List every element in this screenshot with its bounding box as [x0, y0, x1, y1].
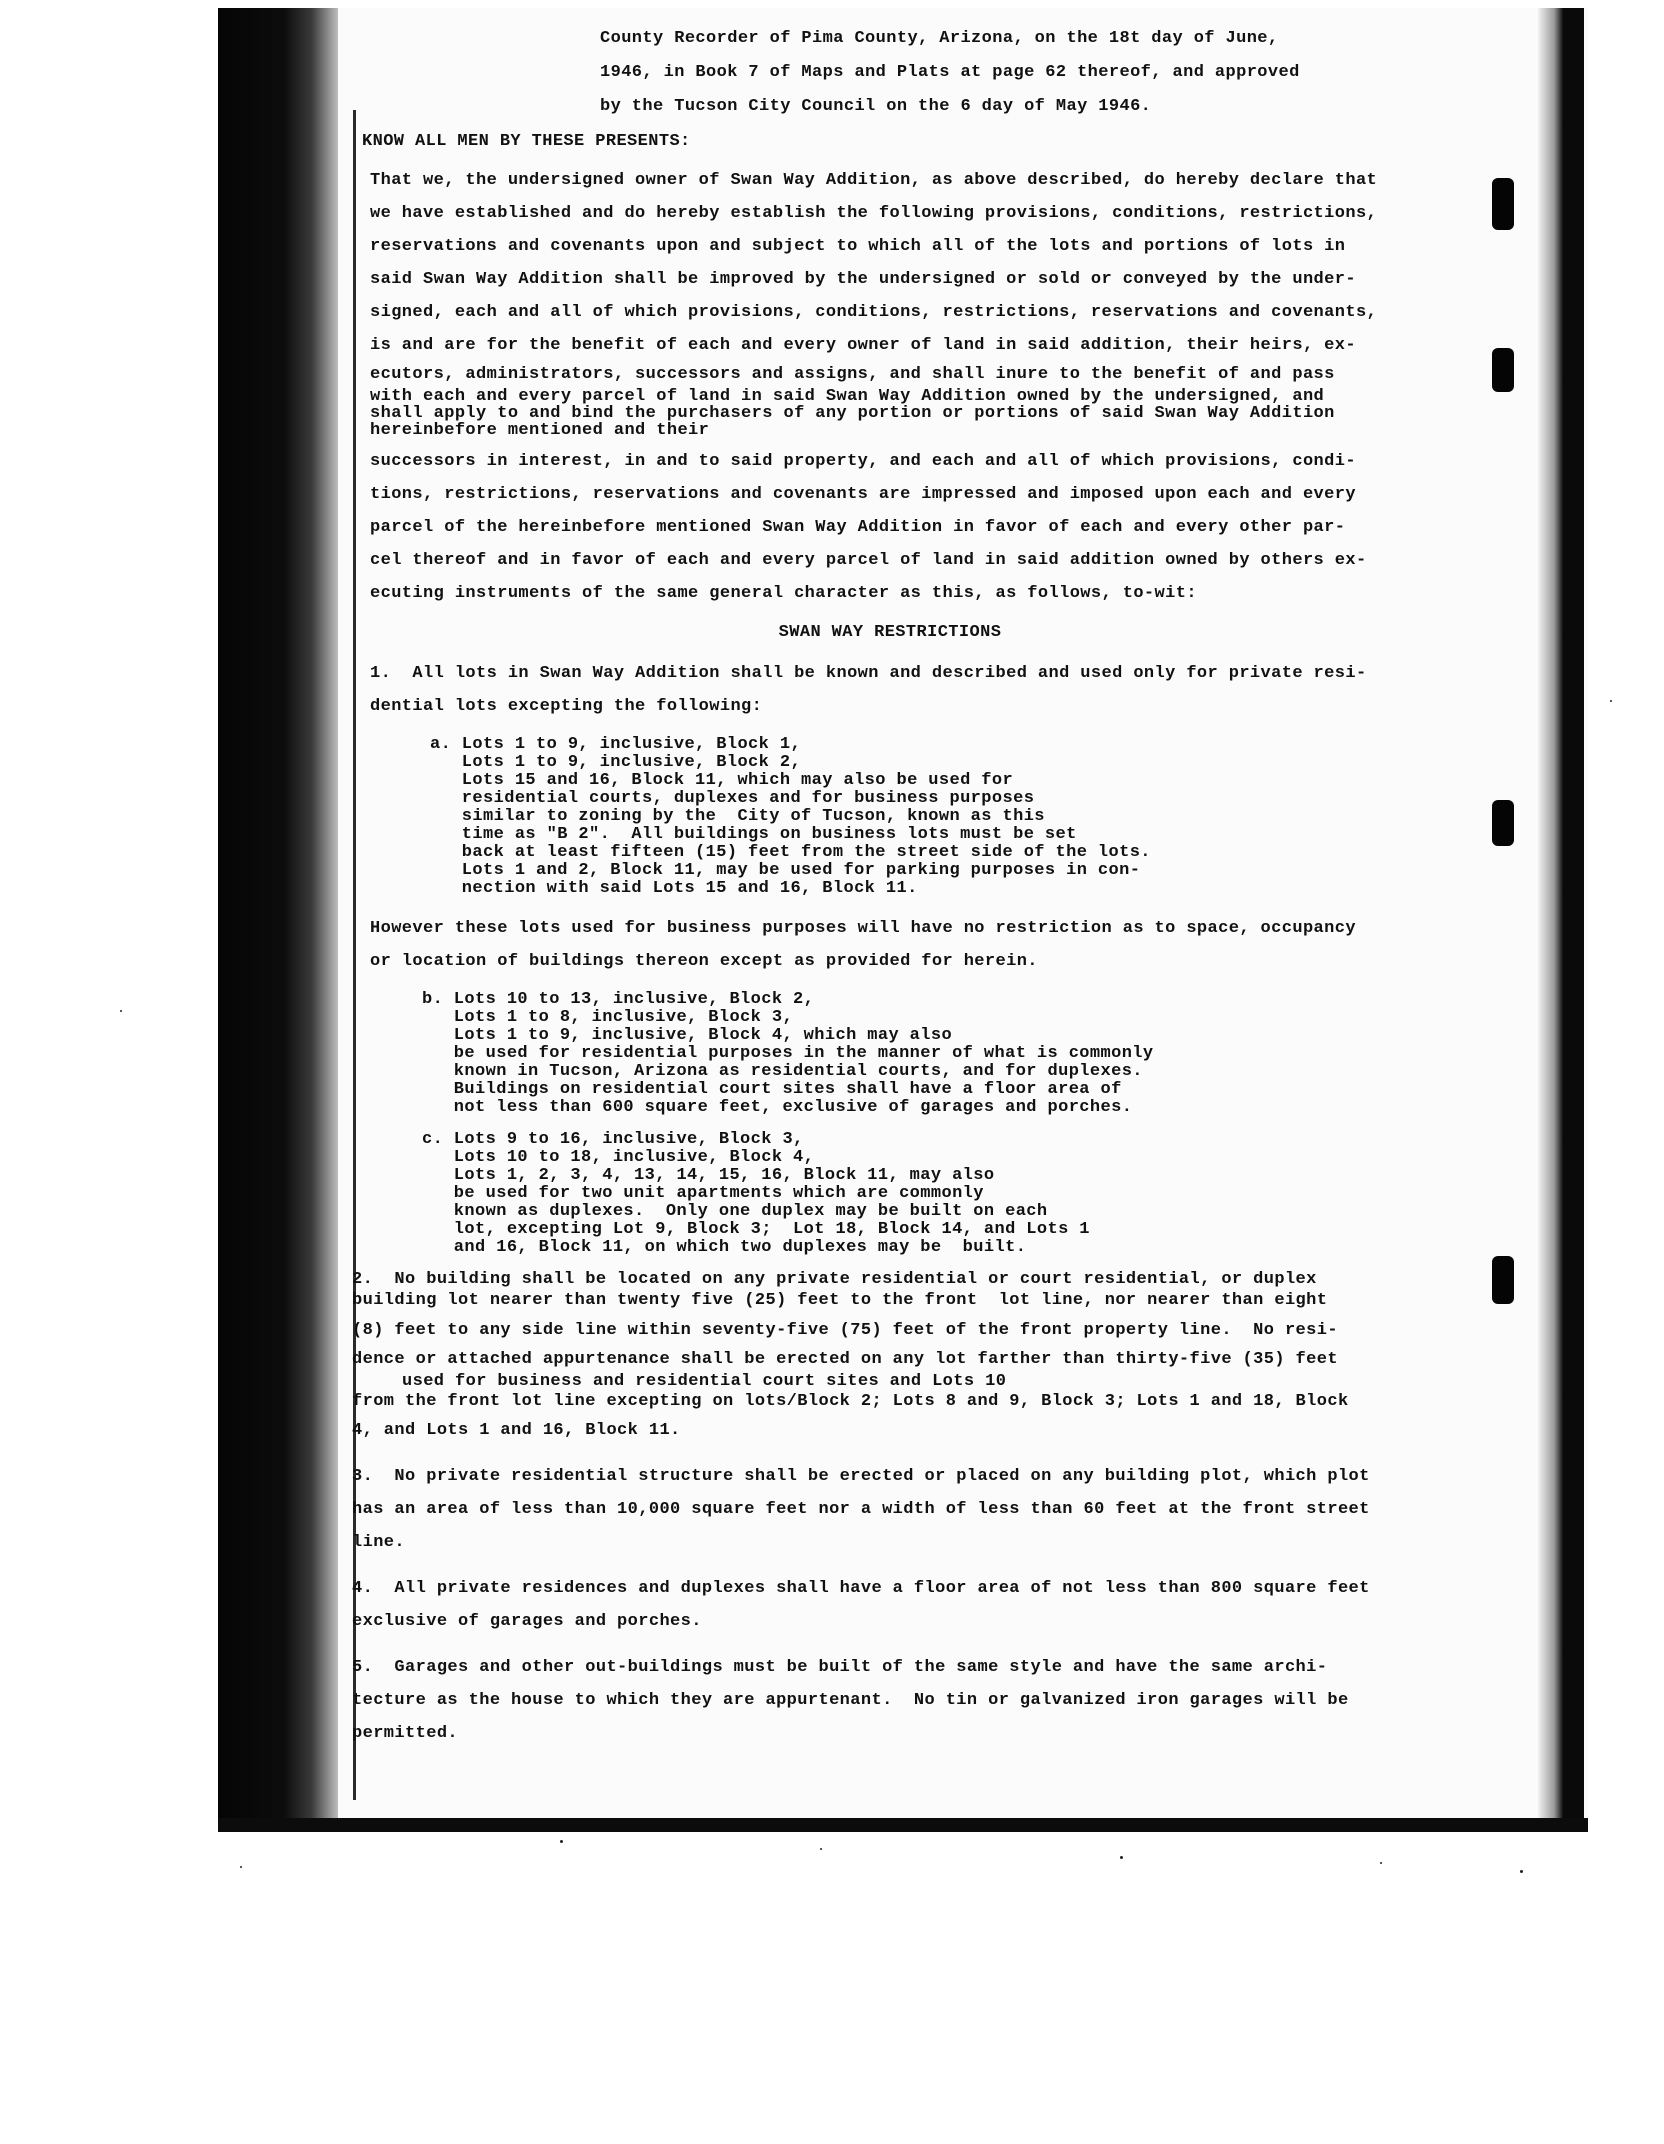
- text-line: we have established and do hereby establish the following provisions, conditions, restrictions,: [370, 204, 1378, 223]
- text-line: tions, restrictions, reservations and covenants are impressed and imposed upon each and every: [370, 485, 1356, 504]
- restriction-1b: [370, 991, 1480, 1117]
- list-line: b. Lots 10 to 13, inclusive, Block 2,: [422, 990, 815, 1009]
- text-line: signed, each and all of which provisions, conditions, restrictions, reservations and covenants,: [370, 303, 1378, 322]
- list-line: similar to zoning by the City of Tucson, known as this: [430, 807, 1045, 826]
- inserted-line: with each and every parcel of land in said Swan Way Addition owned by the undersigned, and: [370, 387, 1325, 406]
- scan-speck: [240, 1866, 242, 1868]
- intro-paragraph: [370, 164, 1480, 610]
- section-title: SWAN WAY RESTRICTIONS: [778, 623, 1002, 642]
- text-line: or location of buildings thereon except as provided for herein.: [370, 952, 1038, 971]
- text-line: from the front lot line excepting on lots/Block 2; Lots 8 and 9, Block 3; Lots 1 and 18, Block: [352, 1392, 1349, 1411]
- inserted-line: used for business and residential court sites and Lots 10: [402, 1372, 1007, 1391]
- header-line: by the Tucson City Council on the 6 day of May 1946.: [600, 97, 1152, 116]
- text-line: building lot nearer than twenty five (25) feet to the front lot line, nor nearer than eight: [352, 1291, 1328, 1310]
- list-line: Lots 1, 2, 3, 4, 13, 14, 15, 16, Block 11, may also: [422, 1166, 995, 1185]
- list-line: not less than 600 square feet, exclusive of garages and porches.: [422, 1098, 1133, 1117]
- document-body: [352, 22, 1480, 1763]
- scan-speck: [120, 1010, 122, 1012]
- scan-speck: [1120, 1856, 1123, 1859]
- text-line: exclusive of garages and porches.: [352, 1612, 702, 1631]
- scan-shadow-right: [1538, 8, 1584, 1826]
- scan-shadow-bottom: [218, 1818, 1588, 1832]
- know-all-heading: KNOW ALL MEN BY THESE PRESENTS:: [362, 132, 691, 151]
- list-line: Lots 1 to 9, inclusive, Block 2,: [430, 753, 802, 772]
- list-line: be used for two unit apartments which are commonly: [422, 1184, 984, 1203]
- text-line: 1. All lots in Swan Way Addition shall be known and described and used only for private resi-: [370, 664, 1367, 683]
- recording-header: [370, 22, 1480, 124]
- list-line: Lots 15 and 16, Block 11, which may also be used for: [430, 771, 1014, 790]
- header-line: County Recorder of Pima County, Arizona, on the 18t day of June,: [600, 29, 1279, 48]
- inserted-line: hereinbefore mentioned and their: [370, 421, 710, 440]
- list-line: time as "B 2". All buildings on business lots must be set: [430, 825, 1077, 844]
- text-line: 2. No building shall be located on any private residential or court residential, or duplex: [352, 1270, 1317, 1289]
- restriction-5: [352, 1651, 1480, 1750]
- list-line: a. Lots 1 to 9, inclusive, Block 1,: [430, 735, 802, 754]
- restriction-1c: [370, 1131, 1480, 1257]
- list-line: residential courts, duplexes and for business purposes: [430, 789, 1035, 808]
- text-line: dential lots excepting the following:: [370, 697, 763, 716]
- list-line: back at least fifteen (15) feet from the street side of the lots.: [430, 843, 1151, 862]
- scan-speck: [820, 1848, 822, 1850]
- text-line: tecture as the house to which they are appurtenant. No tin or galvanized iron garages will be: [352, 1691, 1349, 1710]
- binding-hole-mark: [1492, 178, 1514, 230]
- binding-hole-mark: [1492, 1256, 1514, 1304]
- list-line: Lots 1 to 8, inclusive, Block 3,: [422, 1008, 794, 1027]
- text-line: That we, the undersigned owner of Swan Way Addition, as above described, do hereby declare that: [370, 171, 1378, 190]
- list-line: and 16, Block 11, on which two duplexes may be built.: [422, 1238, 1027, 1257]
- text-line: cel thereof and in favor of each and every parcel of land in said addition owned by others ex-: [370, 551, 1367, 570]
- text-line: 3. No private residential structure shall be erected or placed on any building plot, which plot: [352, 1467, 1370, 1486]
- header-line: 1946, in Book 7 of Maps and Plats at page 62 thereof, and approved: [600, 63, 1300, 82]
- text-line: parcel of the hereinbefore mentioned Swan Way Addition in favor of each and every other par-: [370, 518, 1346, 537]
- list-line: lot, excepting Lot 9, Block 3; Lot 18, Block 14, and Lots 1: [422, 1220, 1090, 1239]
- list-line: Buildings on residential court sites shall have a floor area of: [422, 1080, 1122, 1099]
- list-line: Lots 10 to 18, inclusive, Block 4,: [422, 1148, 815, 1167]
- text-line: said Swan Way Addition shall be improved by the undersigned or sold or conveyed by the under-: [370, 270, 1356, 289]
- text-line: reservations and covenants upon and subject to which all of the lots and portions of lots in: [370, 237, 1346, 256]
- text-line: successors in interest, in and to said property, and each and all of which provisions, condi-: [370, 452, 1356, 471]
- text-line: 5. Garages and other out-buildings must be built of the same style and have the same archi-: [352, 1658, 1328, 1677]
- scan-speck: [1610, 700, 1612, 702]
- text-line: (8) feet to any side line within seventy-five (75) feet of the front property line. No resi-: [352, 1321, 1338, 1340]
- list-line: known in Tucson, Arizona as residential courts, and for duplexes.: [422, 1062, 1143, 1081]
- text-line: ecuting instruments of the same general character as this, as follows, to-wit:: [370, 584, 1197, 603]
- restriction-3: [352, 1460, 1480, 1559]
- text-line: permitted.: [352, 1724, 459, 1743]
- text-line: has an area of less than 10,000 square feet nor a width of less than 60 feet at the front street: [352, 1500, 1370, 1519]
- binding-hole-mark: [1492, 348, 1514, 392]
- text-line: dence or attached appurtenance shall be erected on any lot farther than thirty-five (35) feet: [352, 1350, 1338, 1369]
- text-line: ecutors, administrators, successors and assigns, and shall inure to the benefit of and pass: [370, 365, 1335, 384]
- list-line: c. Lots 9 to 16, inclusive, Block 3,: [422, 1130, 804, 1149]
- text-line: line.: [352, 1533, 406, 1552]
- restriction-1: [370, 657, 1480, 723]
- list-line: be used for residential purposes in the manner of what is commonly: [422, 1044, 1154, 1063]
- list-line: known as duplexes. Only one duplex may be built on each: [422, 1202, 1048, 1221]
- text-line: However these lots used for business purposes will have no restriction as to space, occupancy: [370, 919, 1356, 938]
- scan-speck: [1380, 1862, 1382, 1864]
- restriction-4: [352, 1572, 1480, 1638]
- scan-speck: [1520, 1870, 1523, 1873]
- binding-hole-mark: [1492, 800, 1514, 846]
- text-line: 4. All private residences and duplexes shall have a floor area of not less than 800 square feet: [352, 1579, 1370, 1598]
- restriction-1a: [370, 736, 1480, 898]
- list-line: nection with said Lots 15 and 16, Block 11.: [430, 879, 918, 898]
- list-line: Lots 1 to 9, inclusive, Block 4, which may also: [422, 1026, 953, 1045]
- scan-shadow-left: [218, 8, 338, 1826]
- scan-speck: [560, 1840, 563, 1843]
- inserted-line: shall apply to and bind the purchasers of any portion or portions of said Swan Way Addition: [370, 404, 1335, 423]
- however-paragraph: [370, 912, 1480, 978]
- restriction-2: [352, 1271, 1480, 1447]
- text-line: is and are for the benefit of each and every owner of land in said addition, their heirs, ex-: [370, 336, 1356, 355]
- text-line: 4, and Lots 1 and 16, Block 11.: [352, 1421, 681, 1440]
- list-line: Lots 1 and 2, Block 11, may be used for parking purposes in con-: [430, 861, 1141, 880]
